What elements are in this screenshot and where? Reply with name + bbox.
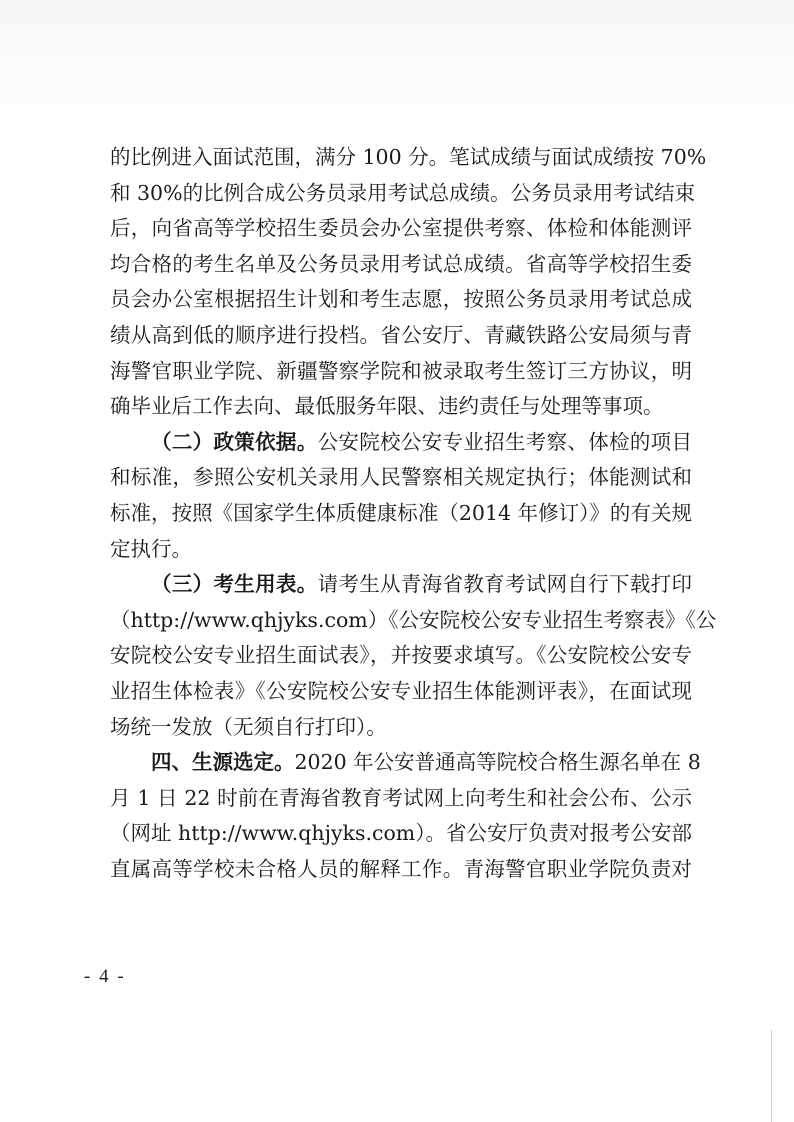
text-line: （网址 http://www.qhjyks.com）。省公安厅负责对报考公安部 [110,821,692,846]
text-line: 和 30%的比例合成公务员录用考试总成绩。公务员录用考试结束 [110,180,696,205]
paragraph-first-line [110,567,692,603]
text-line: 场统一发放（无须自行打印）。 [110,714,387,739]
section-heading: （三）考生用表。 [151,572,318,597]
text-line: 绩从高到低的顺序进行投档。省公安厅、青藏铁路公安局须与青 [110,322,692,347]
text-line: 均合格的考生名单及公务员录用考试总成绩。省高等学校招生委 [110,251,692,276]
document-body [110,140,717,887]
text-line: （http://www.qhjyks.com）《公安院校公安专业招生考察表》《公 [110,607,717,632]
section-heading: （二）政策依据。 [151,429,318,454]
text-line: 直属高等学校未合格人员的解释工作。青海警官职业学院负责对 [110,856,692,881]
text-line: 海警官职业学院、新疆警察学院和被录取考生签订三方协议，明 [110,358,692,383]
text-line: 和标准，参照公安机关录用人民警察相关规定执行；体能测试和 [110,465,692,490]
text-line: 定执行。 [110,536,192,561]
text-line: 确毕业后工作去向、最低服务年限、违约责任与处理等事项。 [110,394,664,419]
text-line: 员会办公室根据招生计划和考生志愿，按照公务员录用考试总成 [110,287,692,312]
section-heading: 四、生源选定。 [151,750,295,775]
paragraph-first-line [110,745,701,781]
paper-edge-divider [771,1030,772,1122]
text-line: 安院校公安专业招生面试表》，并按要求填写。《公安院校公安专 [110,643,692,668]
paragraph-first-line [110,425,692,461]
page-number: - 4 - [84,966,126,987]
text-line: 业招生体检表》《公安院校公安专业招生体能测评表》，在面试现 [110,678,692,703]
text-line: 月 1 日 22 时前在青海省教育考试网上向考生和社会公布、公示 [110,785,692,810]
text-line: 标准，按照《国家学生体质健康标准（2014 年修订）》的有关规 [110,500,692,525]
text-line: 的比例进入面试范围，满分 100 分。笔试成绩与面试成绩按 70% [110,145,707,169]
text-span: 请考生从青海省教育考试网自行下载打印 [317,572,693,597]
text-span: 公安院校公安专业招生考察、体检的项目 [317,429,693,454]
text-span: 2020 年公安普通高等院校合格生源名单在 8 [294,750,701,775]
text-line: 后，向省高等学校招生委员会办公室提供考察、体检和体能测评 [110,216,692,241]
